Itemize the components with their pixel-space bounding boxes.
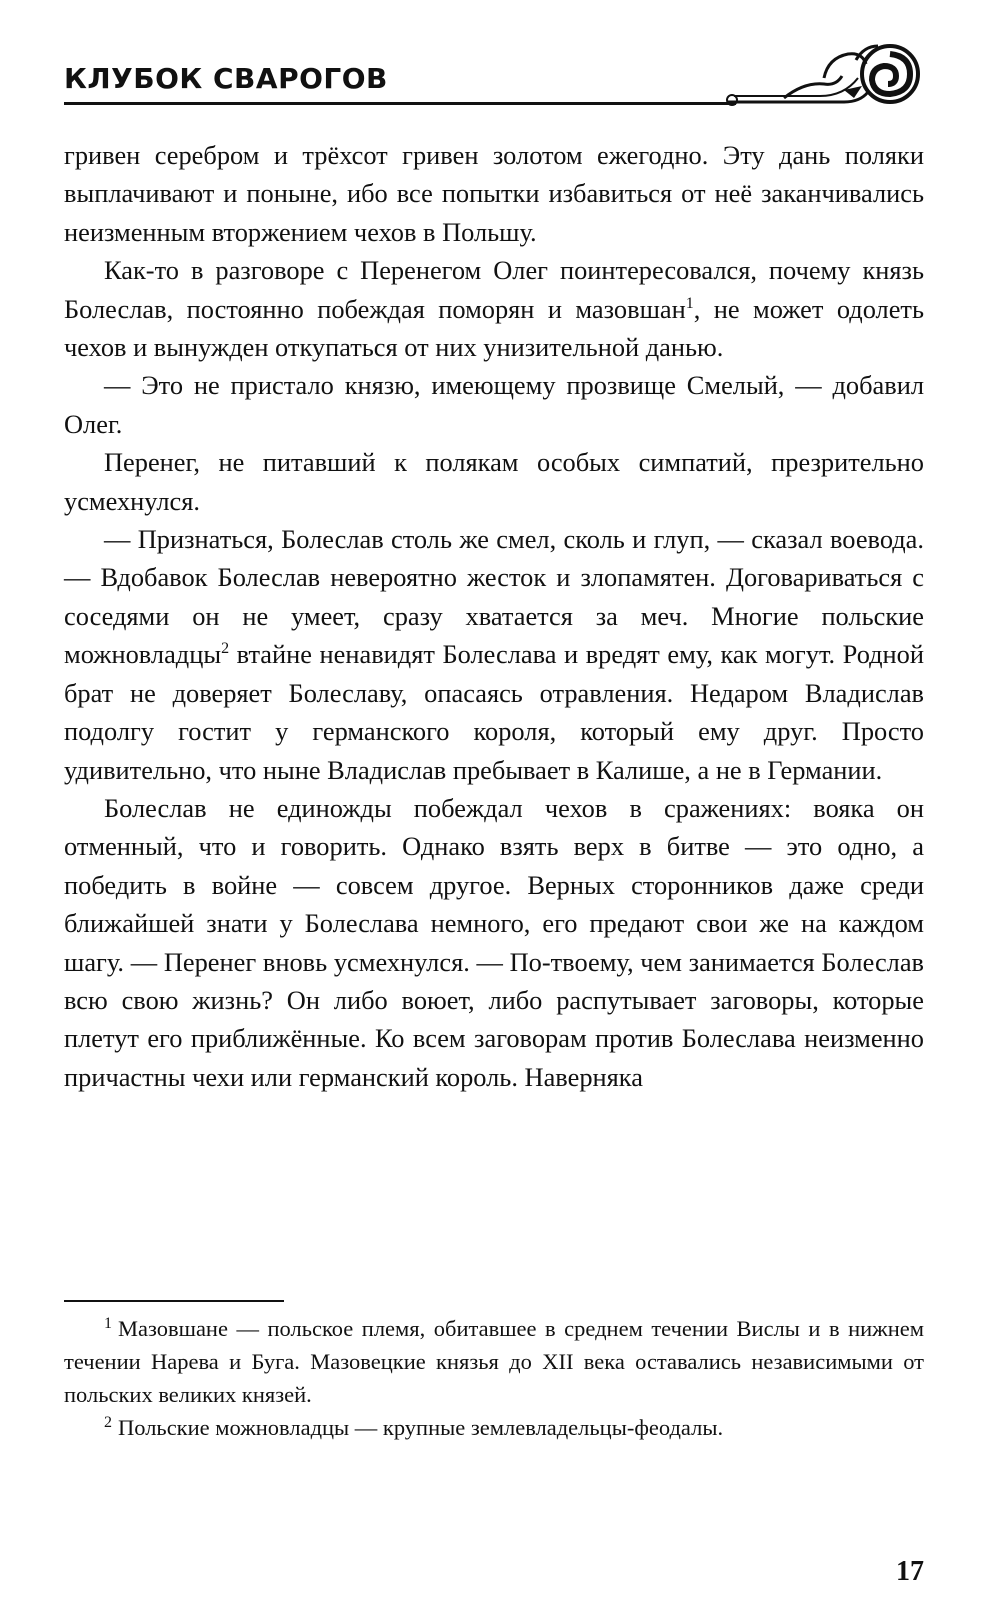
paragraph: Как-то в разговоре с Перенегом Олег поинтересовался, почему князь Болеслав, постоянно побеждая поморян и мазовшан$^1$, не может одолеть чехов и вынужден откупаться от них унизительной данью. [64,255,924,363]
footnotes [64,1312,924,1444]
main-text [64,136,924,1096]
running-title: КЛУБОК СВАРОГОВ [64,62,388,95]
footnote-text: Мазовшане — польское племя, обитавшее в среднем течении Вислы и в нижнем течении Нарева и Буга. Мазовецкие князья до XII века оставались независимыми от польских великих князей. [64,1316,924,1407]
footnote [64,1312,924,1411]
header-rule [64,102,736,105]
footnote [64,1411,924,1444]
page-number: 17 [896,1556,924,1587]
footnote-number: 2 [104,1413,112,1431]
paragraph: гривен серебром и трёхсот гривен золотом ежегодно. Эту дань поляки выплачивают и поныне, ибо все попытки избавиться от неё заканчивались неизменным вторжением чехов в Польшу. [64,140,924,247]
scroll-ornament-icon [724,38,924,110]
running-head [64,52,944,112]
footnote-ref: 2 [221,640,230,658]
footnote-ref: 1 [685,294,694,312]
paragraph: — Признаться, Болеслав столь же смел, сколь и глуп, — сказал воевода. — Вдобавок Болеслав невероятно жесток и злопамятен. Договариваться с соседями он не умеет, сразу хватается за меч. Многие польские можновладцы$^2$ втайне ненавидят Болеслава и вредят ему, как могут. Родной брат не доверяет Болеславу, опасаясь отравления. Недаром Владислав подолгу гостит у германского короля, который ему друг. Просто удивительно, что ныне Владислав пребывает в Калише, а не в Германии. [64,524,924,785]
footnote-separator [64,1300,284,1302]
paragraph: — Это не пристало князю, имеющему прозвище Смелый, — добавил Олег. [64,370,924,439]
footnote-number: 1 [104,1314,112,1332]
paragraph: Перенег, не питавший к полякам особых симпатий, презрительно усмехнулся. [64,447,924,516]
paragraph: Болеслав не единожды побеждал чехов в сражениях: вояка он отменный, что и говорить. Однако взять верх в битве — это одно, а победить в войне — совсем другое. Верных сторонников даже среди ближайшей знати у Болеслава немного, его предают свои же на каждом шагу. — Перенег вновь усмехнулся. — По-твоему, чем занимается Болеслав всю свою жизнь? Он либо воюет, либо распутывает заговоры, которые плетут его приближённые. Ко всем заговорам против Болеслава неизменно причастны чехи или германский король. Наверняка [64,792,924,1092]
footnote-text: Польские можновладцы — крупные землевладельцы-феодалы. [118,1415,724,1440]
